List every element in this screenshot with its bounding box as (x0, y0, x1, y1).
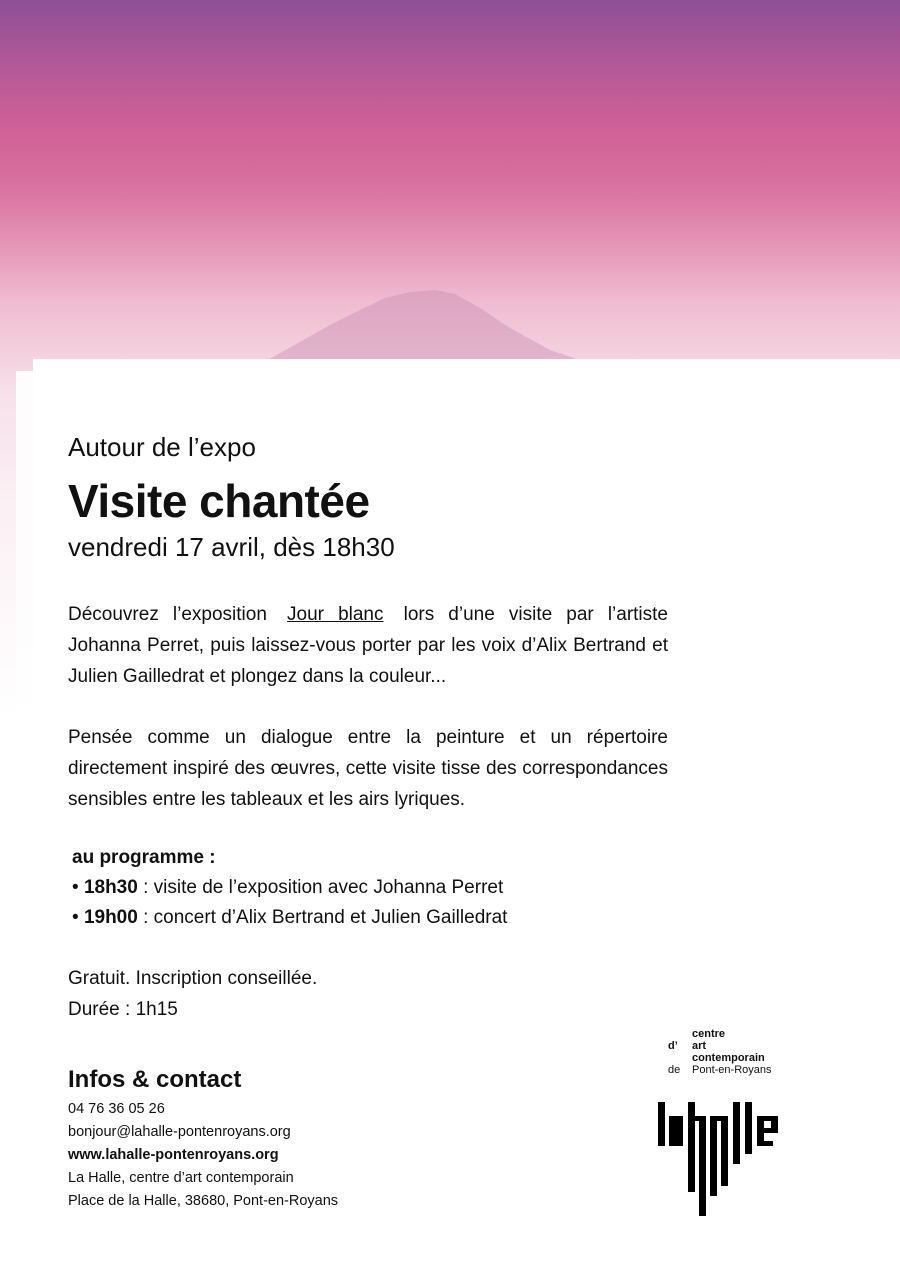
bullet: • (72, 907, 79, 928)
mountain-silhouette (250, 270, 610, 370)
program-text: : visite de l’exposition avec Johanna Perret (137, 877, 504, 898)
event-date: vendredi 17 avril, dès 18h30 (68, 532, 395, 562)
exhibition-link[interactable]: Jour blanc (287, 604, 384, 625)
intro-paragraph (68, 599, 668, 692)
program-heading: au programme : (72, 847, 216, 868)
program-time: 19h00 (83, 907, 138, 928)
contact-heading: Infos & contact (68, 1066, 242, 1093)
program-time: 18h30 (83, 877, 138, 898)
logo-prefix-d: d’ (668, 1040, 678, 1052)
page-title: Visite chantée (68, 475, 370, 527)
program-item (72, 907, 507, 929)
duration-info: Durée : 1h15 (68, 999, 178, 1020)
price-info: Gratuit. Inscription conseillée. (68, 968, 318, 989)
program-item (72, 877, 503, 899)
logo-line-town: Pont-en-Royans (692, 1064, 772, 1076)
kicker: Autour de l’expo (68, 432, 256, 462)
email-link[interactable]: bonjour@lahalle-pontenroyans.org (68, 1124, 291, 1140)
lahalle-logo-icon (658, 1100, 782, 1218)
venue-address: Place de la Halle, 38680, Pont-en-Royans (68, 1193, 339, 1209)
logo-line-contemporain: contemporain (692, 1052, 765, 1064)
logo-line-centre: centre (692, 1028, 726, 1040)
phone-number[interactable]: 04 76 36 05 26 (68, 1101, 165, 1117)
intro-text-end: lors d’une visite par l’artiste Johanna Perret, puis laissez-vous porter par les voix d’Alix Bertrand et Julien Gailledrat et plongez dans la couleur... (68, 604, 669, 687)
description-paragraph: Pensée comme un dialogue entre la peinture et un répertoire directement inspiré des œuvres, cette visite tisse des correspondances sensibles entre les tableaux et les airs lyriques. (68, 727, 668, 810)
logo-prefix-de: de (668, 1064, 681, 1076)
bullet: • (72, 877, 79, 898)
logo-line-art: art (692, 1040, 707, 1052)
website-link[interactable]: www.lahalle-pontenroyans.org (68, 1147, 279, 1163)
program-text: : concert d’Alix Bertrand et Julien Gailledrat (137, 907, 508, 928)
venue-name: La Halle, centre d’art contemporain (68, 1170, 294, 1186)
intro-text-start: Découvrez l’exposition (68, 604, 267, 625)
